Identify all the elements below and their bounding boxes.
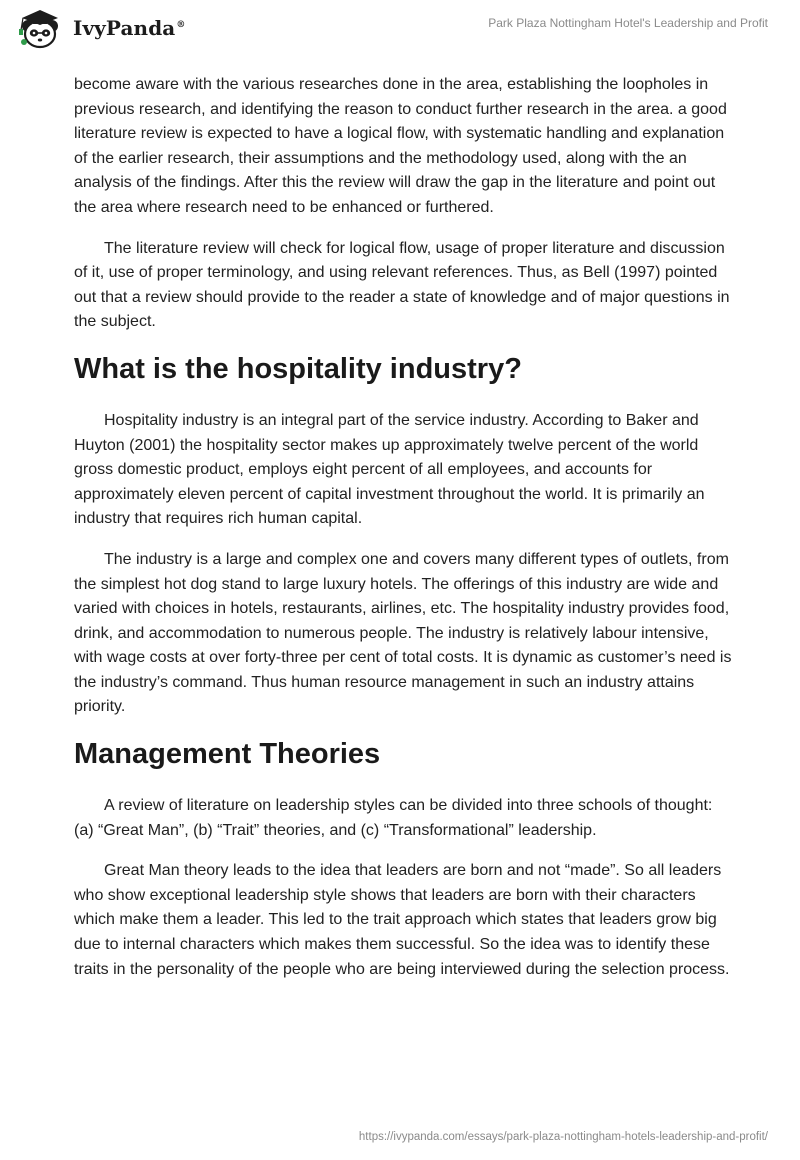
document-title: Park Plaza Nottingham Hotel's Leadership and Profit <box>488 16 768 30</box>
panda-graduate-icon <box>14 6 66 50</box>
ivypanda-logo[interactable] <box>14 6 185 50</box>
paragraph: The industry is a large and complex one and covers many different types of outlets, from the simplest hot dog stand to large luxury hotels. The offerings of this industry are wide and varied with choices in hotels, restaurants, airlines, etc. The hospitality industry provides food, drink, and accommodation to numerous people. The industry is relatively labour intensive, with wage costs at over forty-three per cent of total costs. It is dynamic as customer’s need is the industry’s command. Thus human resource management in such an industry attains priority. <box>74 550 732 716</box>
source-url[interactable]: https://ivypanda.com/essays/park-plaza-nottingham-hotels-leadership-and-profit/ <box>358 1131 768 1143</box>
paragraph: Hospitality industry is an integral part of the service industry. According to Baker and Huyton (2001) the hospitality sector makes up approximately twelve percent of the world gross domestic product, employs eight percent of all employees, and accounts for approximately eleven percent of capital investment throughout the world. It is primarily an industry that requires rich human capital. <box>74 411 705 528</box>
brand-name-text: IvyPanda <box>73 16 176 40</box>
page-header <box>0 0 800 64</box>
brand-name <box>73 16 185 40</box>
registered-mark: ® <box>176 20 186 31</box>
paragraph: The literature review will check for logical flow, usage of proper literature and discussion of it, use of proper terminology, and using relevant references. Thus, as Bell (1997) pointed out that a review should provide to the reader a state of knowledge and of major questions in the subject. <box>74 239 730 331</box>
paragraph: A review of literature on leadership styles can be divided into three schools of thought: (a) “Great Man”, (b) “Trait” theories, and (c) “Transformational” leadership. <box>74 797 713 839</box>
paragraph: Great Man theory leads to the idea that leaders are born and not “made”. So all leaders who show exceptional leadership style shows that leaders are born with their characters which make them a leader. This led to the trait approach which states that leaders grow big due to internal characters which makes them successful. So the idea was to identify these traits in the personality of the people who are being interviewed during the selection process. <box>74 862 730 978</box>
paragraph: become aware with the various researches done in the area, establishing the loopholes in previous research, and identifying the reason to conduct further research in the area. a good literature review is expected to have a logical flow, with systematic handling and explanation of the earlier research, their assumptions and the methodology used, along with the an analysis of the findings. After this the review will draw the gap in the literature and point out the area where research need to be enhanced or furthered. <box>74 76 727 216</box>
section-heading: Management Theories <box>74 738 381 771</box>
essay-content <box>74 73 734 998</box>
section-heading: What is the hospitality industry? <box>74 352 522 385</box>
